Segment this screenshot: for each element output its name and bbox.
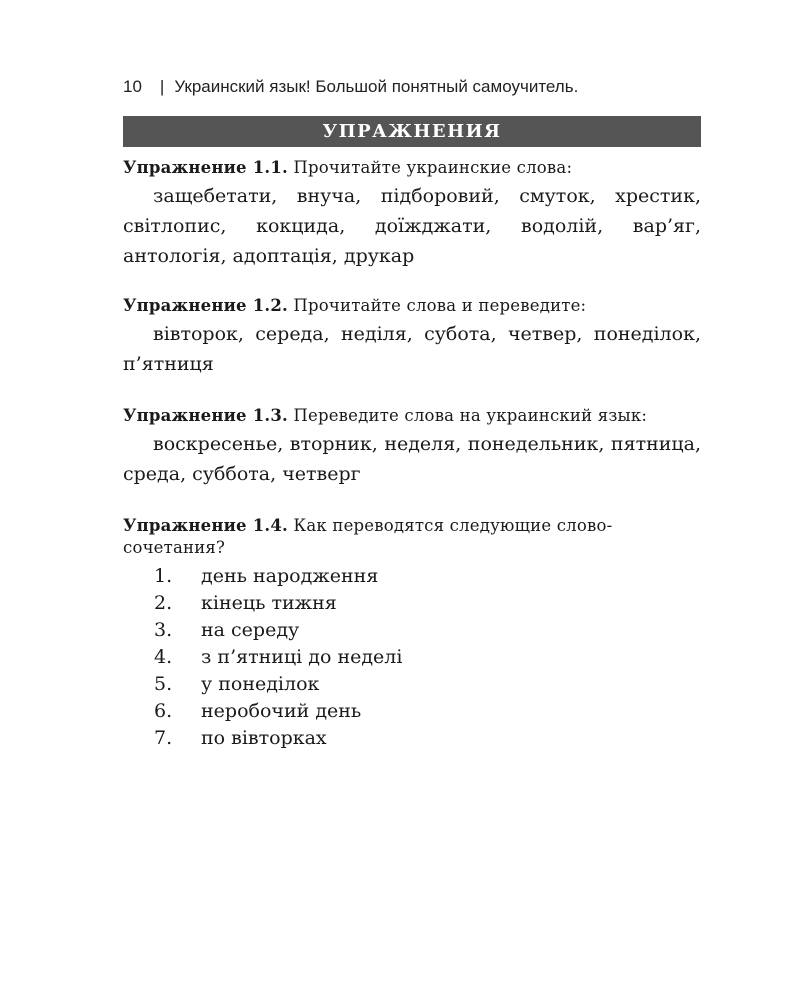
page-number: 10 [123, 77, 142, 96]
list-item-text: неробочий день [201, 700, 362, 722]
exercise-instruction: Переведите слова на украинский язык: [293, 406, 648, 425]
list-item [154, 563, 701, 590]
exercise-1-1 [123, 157, 701, 271]
list-item-number: 1. [154, 565, 173, 587]
list-item [154, 725, 701, 752]
exercise-heading [123, 295, 701, 317]
exercise-label: Упражнение 1.3. [123, 406, 288, 425]
book-page [123, 70, 701, 752]
list-item-number: 7. [154, 727, 173, 749]
exercise-heading [123, 405, 701, 427]
exercise-words: вівторок, середа, неділя, субота, четвер, понеділок, п’ятниця [123, 323, 701, 375]
exercise-heading [123, 515, 701, 559]
exercise-1-3 [123, 405, 701, 489]
list-item-text: з п’ятниці до неделі [201, 646, 403, 668]
exercise-label: Упражнение 1.2. [123, 296, 288, 315]
exercise-1-2 [123, 295, 701, 379]
list-item-text: у понеділок [201, 673, 320, 695]
list-item [154, 617, 701, 644]
list-item-text: по вівторках [201, 727, 327, 749]
list-item-number: 6. [154, 700, 173, 722]
exercise-instruction: Как переводятся следующие словосочетания? [123, 516, 613, 557]
exercise-words: защебетати, внуча, підборовий, смуток, хрестик, світлопис, кокцида, доїжджати, водолій, вар’яг, антологія, адоптація, друкар [123, 185, 701, 267]
list-item-text: кінець тижня [201, 592, 337, 614]
list-item-number: 3. [154, 619, 173, 641]
section-title: УПРАЖНЕНИЯ [322, 121, 502, 142]
exercise-label: Упражнение 1.1. [123, 158, 288, 177]
list-item-number: 4. [154, 646, 173, 668]
list-item-text: день народження [201, 565, 379, 587]
running-header [123, 70, 701, 104]
list-item [154, 671, 701, 698]
exercise-label: Упражнение 1.4. [123, 516, 288, 535]
list-item [154, 644, 701, 671]
exercise-instruction: Прочитайте слова и переведите: [293, 296, 587, 315]
list-item-text: на середу [201, 619, 300, 641]
list-item [154, 590, 701, 617]
exercise-heading [123, 157, 701, 179]
header-separator: | [159, 77, 165, 96]
book-title: Украинский язык! Большой понятный самоучитель. [174, 77, 579, 96]
list-item [154, 698, 701, 725]
exercise-1-4 [123, 515, 701, 752]
exercise-words: воскресенье, вторник, неделя, понедельник, пятница, среда, суббота, четверг [123, 433, 701, 485]
list-item-number: 2. [154, 592, 173, 614]
phrase-list [123, 563, 701, 752]
exercise-instruction: Прочитайте украинские слова: [293, 158, 573, 177]
list-item-number: 5. [154, 673, 173, 695]
section-title-bar [123, 116, 701, 147]
